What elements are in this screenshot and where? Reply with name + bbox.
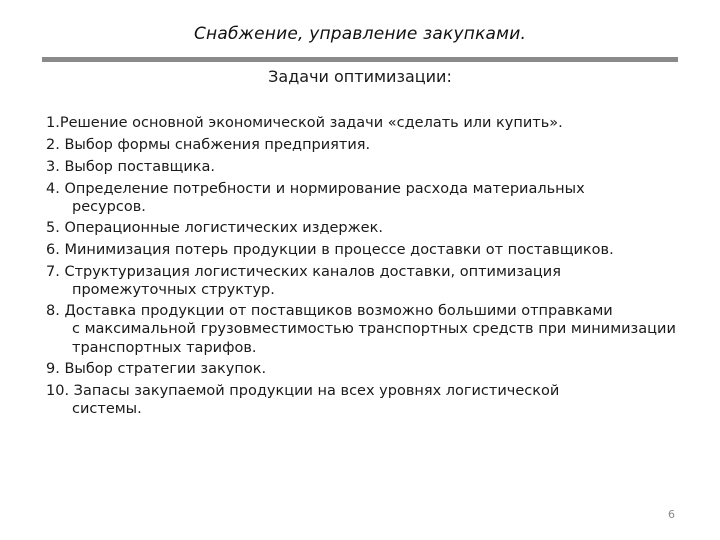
list-item-text: 2. Выбор формы снабжения предприятия. — [46, 137, 371, 153]
list-item-text: 8. Доставка продукции от поставщиков возможно большими отправками — [46, 303, 613, 319]
list-item-text: 4. Определение потребности и нормирование расхода материальных — [46, 181, 585, 197]
task-list — [46, 112, 686, 419]
list-item-continuation: системы. — [72, 401, 142, 417]
list-item-text: 5. Операционные логистических издержек. — [46, 220, 383, 236]
list-item — [46, 134, 686, 156]
list-item-text: 3. Выбор поставщика. — [46, 159, 216, 175]
page-number: 6 — [668, 508, 675, 521]
list-item — [46, 156, 686, 178]
list-item-continuation: с максимальной грузовместимостью транспортных средств при минимизации транспортных тарифов. — [72, 321, 676, 356]
list-item — [46, 261, 686, 300]
list-item — [46, 380, 686, 419]
list-item — [46, 358, 686, 380]
list-item-text: 9. Выбор стратегии закупок. — [46, 361, 267, 377]
title-divider — [42, 57, 678, 62]
list-item-continuation: промежуточных структур. — [72, 282, 275, 298]
list-item — [46, 112, 686, 134]
list-item-text: 7. Структуризация логистических каналов доставки, оптимизация — [46, 264, 561, 280]
list-item — [46, 217, 686, 239]
list-item-continuation: ресурсов. — [72, 199, 146, 215]
list-item — [46, 300, 686, 358]
list-item-text: 1.Решение основной экономической задачи «сделать или купить». — [46, 115, 563, 131]
list-item — [46, 239, 686, 261]
slide-title: Снабжение, управление закупками. — [193, 24, 527, 44]
list-item — [46, 178, 686, 217]
slide-subtitle: Задачи оптимизации: — [268, 67, 452, 86]
list-item-text: 6. Минимизация потерь продукции в процессе доставки от поставщиков. — [46, 242, 614, 258]
list-item-text: 10. Запасы закупаемой продукции на всех уровнях логистической — [46, 383, 560, 399]
